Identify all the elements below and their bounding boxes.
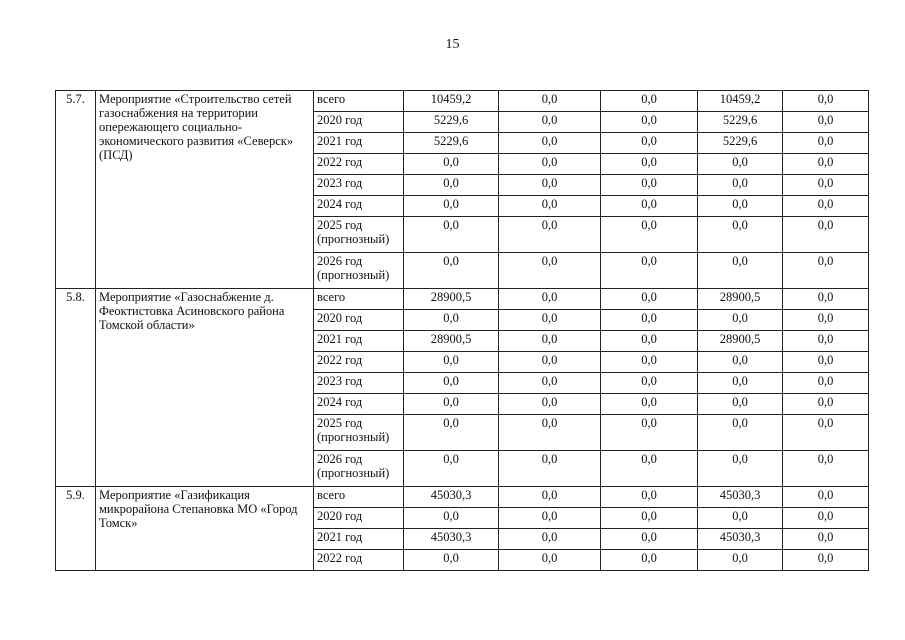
value-cell: 0,0 — [404, 175, 499, 196]
value-cell: 0,0 — [499, 394, 601, 415]
value-cell: 0,0 — [698, 394, 783, 415]
value-cell: 0,0 — [698, 310, 783, 331]
value-cell: 0,0 — [783, 196, 869, 217]
value-cell: 0,0 — [404, 352, 499, 373]
value-cell: 0,0 — [404, 394, 499, 415]
period-label: 2020 год — [314, 508, 404, 529]
section-number: 5.7. — [56, 91, 96, 289]
value-cell: 5229,6 — [404, 133, 499, 154]
value-cell: 0,0 — [601, 331, 698, 352]
value-cell: 0,0 — [783, 550, 869, 571]
value-cell: 0,0 — [499, 91, 601, 112]
value-cell: 0,0 — [601, 175, 698, 196]
value-cell: 0,0 — [783, 394, 869, 415]
value-cell: 0,0 — [499, 112, 601, 133]
value-cell: 0,0 — [601, 310, 698, 331]
value-cell: 0,0 — [601, 154, 698, 175]
value-cell: 0,0 — [601, 112, 698, 133]
value-cell: 10459,2 — [404, 91, 499, 112]
value-cell: 0,0 — [499, 550, 601, 571]
value-cell: 0,0 — [601, 289, 698, 310]
measure-title: Мероприятие «Газоснабжение д. Феоктистовка Асиновского района Томской области» — [96, 289, 314, 487]
value-cell: 0,0 — [783, 373, 869, 394]
value-cell: 0,0 — [783, 487, 869, 508]
table-row — [56, 289, 869, 310]
value-cell: 10459,2 — [698, 91, 783, 112]
value-cell: 0,0 — [499, 529, 601, 550]
value-cell: 28900,5 — [404, 289, 499, 310]
value-cell: 0,0 — [601, 529, 698, 550]
value-cell: 0,0 — [404, 310, 499, 331]
value-cell: 0,0 — [499, 196, 601, 217]
value-cell: 0,0 — [698, 415, 783, 451]
value-cell: 0,0 — [499, 352, 601, 373]
period-label: 2025 год (прогнозный) — [314, 415, 404, 451]
value-cell: 0,0 — [404, 373, 499, 394]
value-cell: 0,0 — [601, 487, 698, 508]
value-cell: 5229,6 — [698, 133, 783, 154]
value-cell: 0,0 — [783, 91, 869, 112]
value-cell: 0,0 — [601, 217, 698, 253]
measure-title: Мероприятие «Газификация микрорайона Степановка МО «Город Томск» — [96, 487, 314, 571]
period-label: 2022 год — [314, 352, 404, 373]
value-cell: 0,0 — [601, 550, 698, 571]
value-cell: 0,0 — [783, 529, 869, 550]
value-cell: 0,0 — [698, 550, 783, 571]
value-cell: 0,0 — [698, 154, 783, 175]
value-cell: 0,0 — [499, 487, 601, 508]
value-cell: 0,0 — [783, 508, 869, 529]
value-cell: 0,0 — [783, 154, 869, 175]
value-cell: 0,0 — [783, 331, 869, 352]
value-cell: 0,0 — [698, 352, 783, 373]
value-cell: 45030,3 — [404, 529, 499, 550]
value-cell: 28900,5 — [698, 331, 783, 352]
section-number: 5.8. — [56, 289, 96, 487]
value-cell: 45030,3 — [404, 487, 499, 508]
period-label: 2021 год — [314, 133, 404, 154]
value-cell: 0,0 — [499, 310, 601, 331]
value-cell: 0,0 — [404, 217, 499, 253]
value-cell: 0,0 — [499, 217, 601, 253]
period-label: 2021 год — [314, 529, 404, 550]
value-cell: 0,0 — [783, 451, 869, 487]
value-cell: 0,0 — [404, 415, 499, 451]
value-cell: 0,0 — [499, 415, 601, 451]
period-label: 2026 год (прогнозный) — [314, 451, 404, 487]
value-cell: 0,0 — [698, 196, 783, 217]
value-cell: 0,0 — [783, 415, 869, 451]
period-label: 2026 год (прогнозный) — [314, 253, 404, 289]
value-cell: 0,0 — [601, 508, 698, 529]
value-cell: 0,0 — [404, 508, 499, 529]
value-cell: 5229,6 — [404, 112, 499, 133]
period-label: всего — [314, 487, 404, 508]
section-number: 5.9. — [56, 487, 96, 571]
value-cell: 0,0 — [499, 289, 601, 310]
period-label: всего — [314, 91, 404, 112]
period-label: 2020 год — [314, 112, 404, 133]
value-cell: 0,0 — [601, 91, 698, 112]
value-cell: 0,0 — [404, 253, 499, 289]
period-label: 2022 год — [314, 154, 404, 175]
value-cell: 0,0 — [698, 253, 783, 289]
period-label: 2022 год — [314, 550, 404, 571]
value-cell: 0,0 — [404, 550, 499, 571]
value-cell: 28900,5 — [404, 331, 499, 352]
value-cell: 0,0 — [783, 352, 869, 373]
value-cell: 0,0 — [499, 175, 601, 196]
value-cell: 0,0 — [601, 253, 698, 289]
value-cell: 0,0 — [601, 373, 698, 394]
value-cell: 0,0 — [499, 133, 601, 154]
period-label: 2024 год — [314, 196, 404, 217]
value-cell: 0,0 — [404, 451, 499, 487]
value-cell: 0,0 — [601, 352, 698, 373]
period-label: 2021 год — [314, 331, 404, 352]
value-cell: 0,0 — [499, 154, 601, 175]
value-cell: 0,0 — [601, 394, 698, 415]
value-cell: 0,0 — [404, 196, 499, 217]
value-cell: 0,0 — [601, 133, 698, 154]
measure-title: Мероприятие «Строительство сетей газоснабжения на территории опережающего социально-экономического развития «Северск» (ПСД) — [96, 91, 314, 289]
table-row — [56, 487, 869, 508]
value-cell: 28900,5 — [698, 289, 783, 310]
value-cell: 0,0 — [404, 154, 499, 175]
value-cell: 0,0 — [783, 175, 869, 196]
value-cell: 0,0 — [698, 217, 783, 253]
value-cell: 5229,6 — [698, 112, 783, 133]
table-row — [56, 91, 869, 112]
period-label: 2023 год — [314, 175, 404, 196]
value-cell: 0,0 — [499, 331, 601, 352]
value-cell: 0,0 — [499, 253, 601, 289]
value-cell: 0,0 — [601, 451, 698, 487]
value-cell: 0,0 — [499, 373, 601, 394]
value-cell: 0,0 — [783, 289, 869, 310]
value-cell: 0,0 — [783, 133, 869, 154]
value-cell: 0,0 — [783, 112, 869, 133]
value-cell: 0,0 — [499, 508, 601, 529]
value-cell: 45030,3 — [698, 529, 783, 550]
period-label: 2024 год — [314, 394, 404, 415]
value-cell: 0,0 — [499, 451, 601, 487]
period-label: 2020 год — [314, 310, 404, 331]
value-cell: 0,0 — [783, 253, 869, 289]
period-label: 2023 год — [314, 373, 404, 394]
period-label: всего — [314, 289, 404, 310]
value-cell: 0,0 — [698, 175, 783, 196]
value-cell: 0,0 — [698, 373, 783, 394]
value-cell: 0,0 — [601, 196, 698, 217]
page-number: 15 — [445, 37, 460, 52]
period-label: 2025 год (прогнозный) — [314, 217, 404, 253]
value-cell: 0,0 — [698, 508, 783, 529]
value-cell: 0,0 — [783, 310, 869, 331]
value-cell: 45030,3 — [698, 487, 783, 508]
value-cell: 0,0 — [698, 451, 783, 487]
value-cell: 0,0 — [601, 415, 698, 451]
value-cell: 0,0 — [783, 217, 869, 253]
funding-table — [55, 90, 869, 571]
